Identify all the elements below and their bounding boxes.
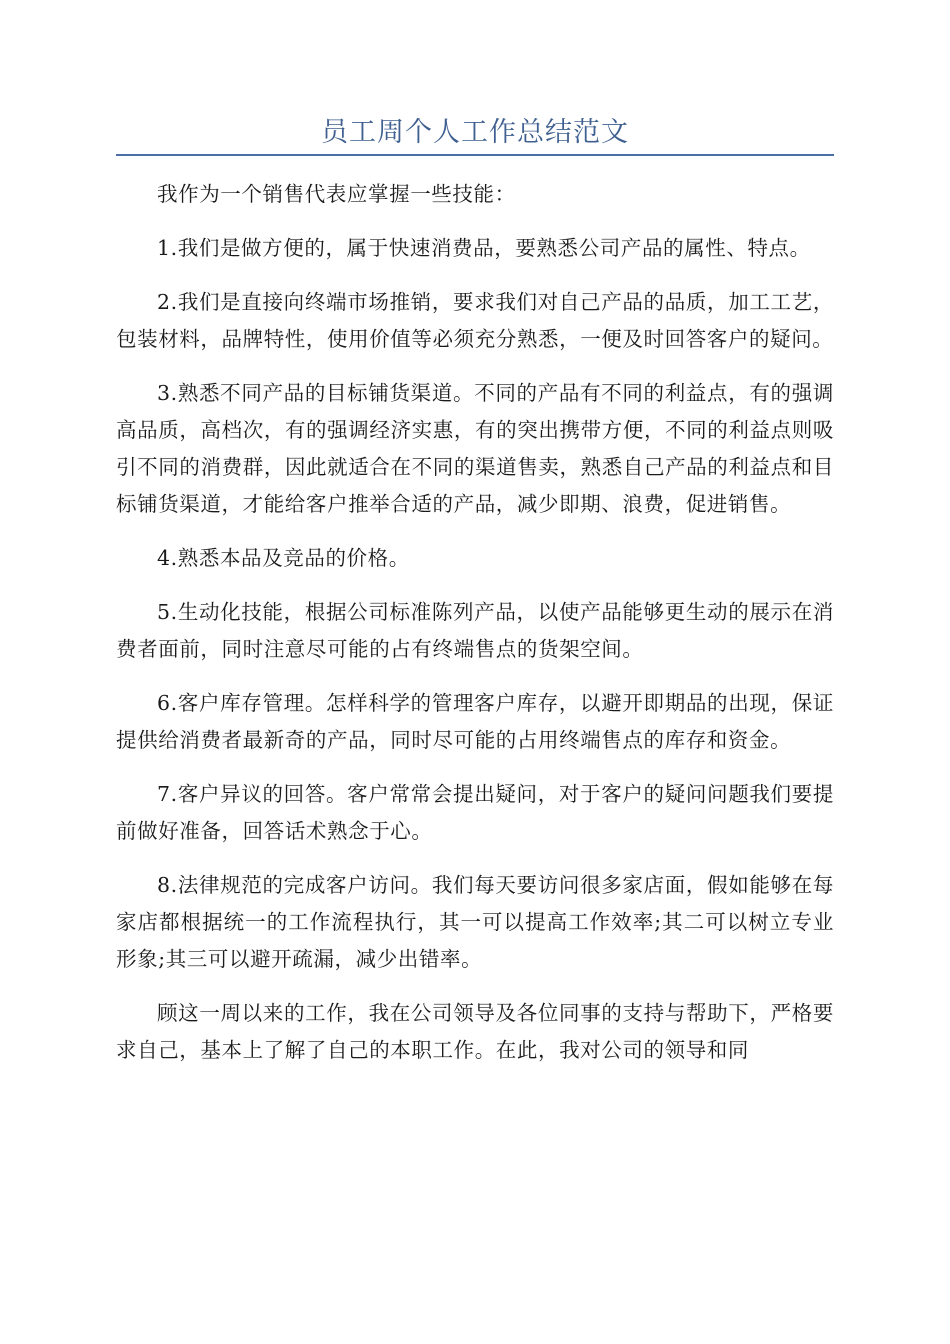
- paragraph-review: 顾这一周以来的工作，我在公司领导及各位同事的支持与帮助下，严格要求自己，基本上了解了自己的本职工作。在此，我对公司的领导和同: [116, 1001, 834, 1062]
- paragraph-item-6: 6.客户库存管理。怎样科学的管理客户库存，以避开即期品的出现，保证提供给消费者最新奇的产品，同时尽可能的占用终端售点的库存和资金。: [116, 691, 834, 752]
- paragraph-item-1: 1.我们是做方便的，属于快速消费品，要熟悉公司产品的属性、特点。: [157, 236, 811, 260]
- paragraph-item-3: 3.熟悉不同产品的目标铺货渠道。不同的产品有不同的利益点，有的强调高品质，高档次，有的强调经济实惠，有的突出携带方便，不同的利益点则吸引不同的消费群，因此就适合在不同的渠道售卖，熟悉自己产品的利益点和目标铺货渠道，才能给客户推举合适的产品，减少即期、浪费，促进销售。: [116, 381, 834, 516]
- paragraph-item-8: 8.法律规范的完成客户访问。我们每天要访问很多家店面，假如能够在每家店都根据统一的工作流程执行，其一可以提高工作效率;其二可以树立专业形象;其三可以避开疏漏，减少出错率。: [116, 873, 834, 971]
- paragraph-item-2: 2.我们是直接向终端市场推销，要求我们对自己产品的品质，加工工艺，包装材料，品牌特性，使用价值等必须充分熟悉，一便及时回答客户的疑问。: [116, 290, 834, 351]
- paragraph-item-5: 5.生动化技能，根据公司标准陈列产品，以使产品能够更生动的展示在消费者面前，同时注意尽可能的占有终端售点的货架空间。: [116, 600, 834, 661]
- title-underline: [116, 154, 834, 156]
- paragraph-intro: 我作为一个销售代表应掌握一些技能：: [157, 182, 516, 206]
- paragraph-item-7: 7.客户异议的回答。客户常常会提出疑问，对于客户的疑问问题我们要提前做好准备，回答话术熟念于心。: [116, 782, 834, 843]
- document-title: 员工周个人工作总结范文: [321, 117, 629, 148]
- paragraph-item-4: 4.熟悉本品及竞品的价格。: [157, 546, 410, 570]
- document-body: [116, 176, 834, 1086]
